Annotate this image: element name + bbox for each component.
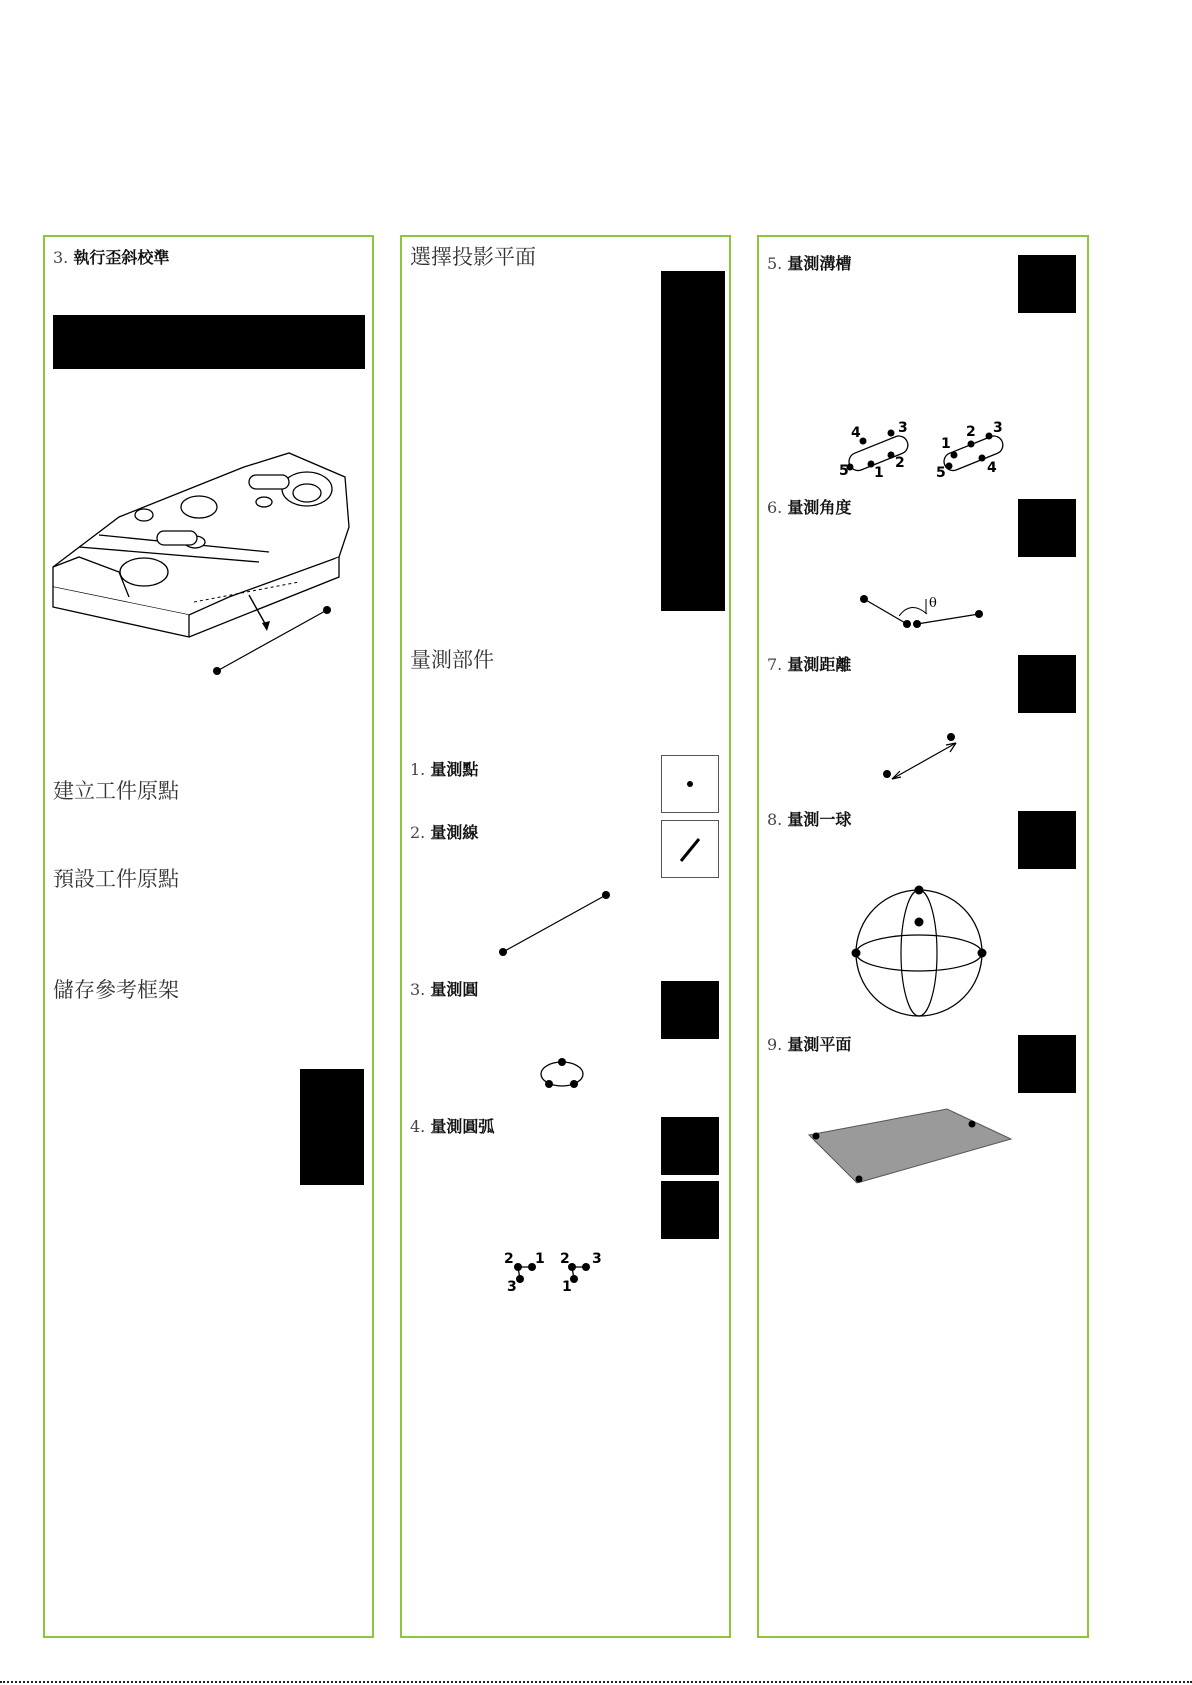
- slot-diagram: [839, 420, 1019, 481]
- right-column: [757, 235, 1089, 1638]
- plane-diagram: [807, 1107, 1015, 1187]
- arc-label: 1: [562, 1279, 572, 1295]
- slot-label: 5: [936, 465, 946, 481]
- item-label: 量測一球: [787, 810, 852, 829]
- item-measure-line: [410, 820, 478, 843]
- slot-label: 1: [941, 436, 951, 452]
- item-label: 量測溝槽: [787, 254, 852, 273]
- slot-label: 4: [987, 460, 997, 476]
- left-column: [43, 235, 374, 1638]
- distance-icon[interactable]: [1018, 655, 1076, 713]
- arc-label: 2: [504, 1251, 514, 1267]
- item-number: 3.: [410, 980, 426, 999]
- slot-label: 4: [851, 425, 861, 441]
- slot-icon[interactable]: [1018, 255, 1076, 313]
- distance-diagram: [884, 731, 964, 786]
- arc-label: 3: [507, 1279, 517, 1295]
- arc-icon-1[interactable]: [661, 1117, 719, 1175]
- slot-label: 5: [839, 463, 849, 479]
- item-number: 6.: [767, 498, 783, 517]
- slot-label: 2: [966, 424, 976, 440]
- plane-icon[interactable]: [1018, 1035, 1076, 1093]
- step-number: 3.: [53, 248, 69, 267]
- black-column-block: [661, 271, 725, 611]
- item-number: 4.: [410, 1117, 426, 1136]
- arc-label: 2: [560, 1251, 570, 1267]
- black-bar: [53, 315, 365, 369]
- step-skew-alignment: [53, 245, 169, 268]
- bottom-rule: [0, 1681, 1192, 1683]
- circle-icon[interactable]: [661, 981, 719, 1039]
- item-number: 5.: [767, 254, 783, 273]
- angle-symbol: θ: [929, 596, 937, 611]
- item-number: 9.: [767, 1035, 783, 1054]
- item-measure-point: [410, 757, 478, 780]
- angle-icon[interactable]: [1018, 499, 1076, 557]
- arc-icon-2[interactable]: [661, 1181, 719, 1239]
- heading-measure-parts: 量測部件: [410, 648, 494, 672]
- item-measure-sphere: [767, 807, 851, 830]
- item-number: 1.: [410, 760, 426, 779]
- point-icon[interactable]: [661, 755, 719, 813]
- line-diagram: [500, 892, 610, 957]
- heading-save-frame: 儲存參考框架: [53, 978, 179, 1002]
- heading-projection-plane: 選擇投影平面: [410, 245, 536, 269]
- item-label: 量測圓: [430, 980, 479, 999]
- arc-label: 1: [535, 1251, 545, 1267]
- skew-line-diagram: [215, 607, 335, 677]
- sphere-diagram: [854, 887, 984, 1019]
- item-label: 量測圓弧: [430, 1117, 495, 1136]
- sphere-icon[interactable]: [1018, 811, 1076, 869]
- line-icon[interactable]: [661, 820, 719, 878]
- item-number: 7.: [767, 655, 783, 674]
- black-block: [300, 1069, 364, 1185]
- item-label: 量測平面: [787, 1035, 852, 1054]
- item-measure-distance: [767, 652, 851, 675]
- item-label: 量測線: [430, 823, 479, 842]
- item-measure-plane: [767, 1032, 851, 1055]
- item-measure-circle: [410, 977, 478, 1000]
- item-label: 量測角度: [787, 498, 852, 517]
- middle-column: [400, 235, 731, 1638]
- slot-label: 1: [874, 465, 884, 481]
- step-label: 執行歪斜校準: [73, 248, 170, 267]
- item-label: 量測距離: [787, 655, 852, 674]
- slot-label: 3: [993, 420, 1003, 436]
- item-measure-angle: [767, 495, 851, 518]
- heading-create-origin: 建立工件原點: [53, 779, 179, 803]
- item-measure-slot: [767, 251, 851, 274]
- arc-diagram: [502, 1249, 612, 1297]
- slot-label: 3: [898, 420, 908, 436]
- angle-diagram: [859, 594, 989, 639]
- heading-preset-origin: 預設工件原點: [53, 867, 179, 891]
- item-number: 2.: [410, 823, 426, 842]
- slot-label: 2: [895, 455, 905, 471]
- item-number: 8.: [767, 810, 783, 829]
- item-label: 量測點: [430, 760, 479, 779]
- item-measure-arc: [410, 1114, 494, 1137]
- circle-diagram: [538, 1057, 588, 1091]
- arc-label: 3: [592, 1251, 602, 1267]
